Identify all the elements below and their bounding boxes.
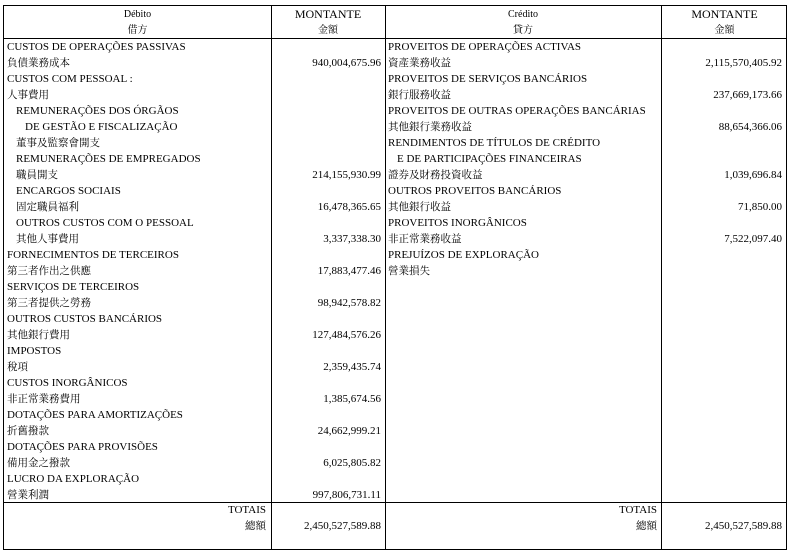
credit-row-amount: 2,115,570,405.92 (705, 57, 782, 69)
debit-row-label: LUCRO DA EXPLORAÇÃO (7, 473, 140, 485)
debit-row-label: CUSTOS INORGÂNICOS (7, 377, 128, 389)
debit-amount-header: MONTANTE (294, 7, 362, 21)
credit-row-label: RENDIMENTOS DE TÍTULOS DE CRÉDITO (388, 137, 601, 149)
credit-row-amount: 237,669,173.66 (713, 89, 782, 101)
debit-row-label: SERVIÇOS DE TERCEIROS (7, 281, 140, 293)
debit-row-label: DOTAÇÕES PARA PROVISÕES (7, 441, 158, 453)
debit-row-label: 負債業務成本 (7, 57, 70, 69)
debit-row-amount: 2,359,435.74 (323, 361, 381, 373)
debit-row-label: 第三者提供之勞務 (7, 297, 91, 309)
credit-row-label: 證券及財務投資收益 (388, 169, 483, 181)
debit-row-label: 非正常業務費用 (7, 393, 81, 405)
credit-amount-header-zh: 金額 (714, 25, 735, 36)
credit-row-amount: 1,039,696.84 (724, 169, 782, 181)
debit-row-amount: 98,942,578.82 (317, 297, 381, 309)
credit-row-amount: 71,850.00 (738, 201, 782, 213)
debit-row-label: 備用金之撥款 (7, 457, 70, 469)
debit-totals-amount: 2,450,527,589.88 (304, 520, 381, 532)
debit-row-label: FORNECIMENTOS DE TERCEIROS (7, 249, 179, 261)
debit-row-label: REMUNERAÇÕES DE EMPREGADOS (16, 153, 201, 165)
debit-totals-label: TOTAIS (227, 504, 266, 516)
debit-row-label: DOTAÇÕES PARA AMORTIZAÇÕES (7, 409, 183, 421)
credit-row-amount: 88,654,366.06 (718, 121, 782, 133)
debit-row-amount: 127,484,576.26 (312, 329, 381, 341)
credit-row-label: 其他銀行收益 (388, 201, 451, 213)
debit-row-amount: 3,337,338.30 (323, 233, 381, 245)
debit-row-label: 其他人事費用 (16, 233, 79, 245)
debit-row-amount: 17,883,477.46 (317, 265, 381, 277)
credit-row-amount: 7,522,097.40 (724, 233, 782, 245)
debit-row-label: 營業利潤 (7, 489, 49, 501)
profit-loss-statement-table (3, 5, 787, 550)
credit-row-label: PROVEITOS DE OPERAÇÕES ACTIVAS (388, 41, 582, 53)
credit-row-label: 其他銀行業務收益 (388, 121, 472, 133)
debit-amount-header-zh: 金額 (318, 25, 338, 36)
credit-row-label: 非正常業務收益 (388, 233, 462, 245)
debit-row-label: 折舊撥款 (7, 425, 49, 437)
debit-row-amount: 16,478,365.65 (317, 201, 381, 213)
credit-header: Crédito (508, 9, 538, 20)
debit-row-label: 職員開支 (16, 169, 58, 181)
debit-row-label: 人事費用 (7, 89, 49, 101)
debit-row-label: 第三者作出之供應 (7, 265, 91, 277)
debit-row-amount: 6,025,805.82 (323, 457, 381, 469)
credit-totals-label-zh: 總額 (636, 520, 657, 532)
debit-row-label: CUSTOS COM PESSOAL : (7, 73, 133, 85)
debit-row-label: ENCARGOS SOCIAIS (16, 185, 121, 197)
credit-row-label: 銀行服務收益 (388, 89, 451, 101)
debit-row-label: CUSTOS DE OPERAÇÕES PASSIVAS (7, 41, 186, 53)
debit-row-amount: 997,806,731.11 (312, 489, 381, 501)
debit-row-amount: 24,662,999.21 (317, 425, 381, 437)
credit-amount-header: MONTANTE (691, 7, 758, 21)
credit-totals-label: TOTAIS (618, 504, 657, 516)
debit-row-label: OUTROS CUSTOS COM O PESSOAL (16, 217, 194, 229)
debit-row-amount: 940,004,675.96 (312, 57, 381, 69)
debit-row-label: 稅項 (7, 361, 28, 373)
debit-row-label: OUTROS CUSTOS BANCÁRIOS (7, 313, 163, 325)
debit-totals-label-zh: 總額 (245, 520, 266, 532)
credit-row-label: PREJUÍZOS DE EXPLORAÇÃO (388, 249, 539, 261)
debit-row-amount: 1,385,674.56 (323, 393, 381, 405)
credit-row-label: 資產業務收益 (388, 57, 451, 69)
credit-row-label: PROVEITOS DE OUTRAS OPERAÇÕES BANCÁRIAS (388, 105, 646, 117)
credit-row-label: 營業損失 (388, 265, 430, 277)
credit-row-label: OUTROS PROVEITOS BANCÁRIOS (388, 185, 562, 197)
credit-header-zh: 貸方 (513, 25, 533, 36)
credit-row-label: E DE PARTICIPAÇÕES FINANCEIRAS (397, 153, 582, 165)
debit-header-zh: 借方 (127, 25, 148, 36)
credit-row-label: PROVEITOS INORGÂNICOS (388, 217, 527, 229)
debit-row-amount: 214,155,930.99 (312, 169, 381, 181)
debit-row-label: REMUNERAÇÕES DOS ÓRGÃOS (16, 105, 179, 117)
credit-row-label: PROVEITOS DE SERVIÇOS BANCÁRIOS (388, 73, 588, 85)
debit-row-label: 固定職員福利 (16, 201, 79, 213)
column-divider (385, 6, 386, 549)
credit-totals-amount: 2,450,527,589.88 (705, 520, 782, 532)
debit-row-label: IMPOSTOS (7, 345, 62, 357)
debit-row-label: DE GESTÃO E FISCALIZAÇÃO (25, 121, 178, 133)
debit-row-label: 其他銀行費用 (7, 329, 70, 341)
debit-header: Débito (123, 9, 152, 20)
debit-row-label: 董事及監察會開支 (16, 137, 100, 149)
